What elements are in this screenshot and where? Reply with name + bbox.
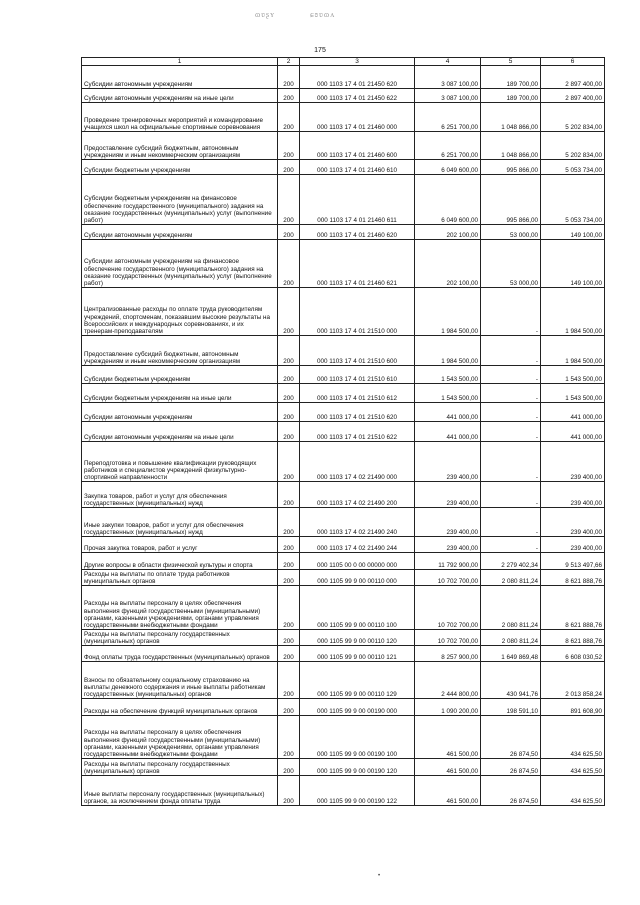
table-row [82, 89, 605, 103]
approved-amount-cell: 1 090 200,00 [415, 699, 481, 716]
approved-amount-cell: 239 400,00 [415, 482, 481, 508]
expense-name-cell: Централизованные расходы по оплате труда руководителям учреждений, спортсменам, показавшим высокие результаты на Всероссийских и международных соревнованиях, и их тренерам-преподавателям [82, 288, 278, 336]
line-code-cell: 200 [278, 586, 300, 630]
approved-amount-cell: 10 702 700,00 [415, 630, 481, 646]
approved-amount-cell: 239 400,00 [415, 508, 481, 537]
expense-name-cell: Другие вопросы в области физической культуры и спорта [82, 553, 278, 570]
budget-classification-cell: 000 1103 17 4 01 21460 000 [300, 103, 415, 132]
executed-amount-cell: 995 866,00 [481, 175, 541, 225]
table-row [82, 553, 605, 570]
line-code-cell: 200 [278, 553, 300, 570]
budget-classification-cell: 000 1103 17 4 01 21510 620 [300, 403, 415, 422]
budget-classification-cell: 000 1103 17 4 01 21460 611 [300, 175, 415, 225]
approved-amount-cell: 1 984 500,00 [415, 336, 481, 366]
budget-classification-cell: 000 1105 99 9 00 00110 120 [300, 630, 415, 646]
approved-amount-cell: 441 000,00 [415, 422, 481, 442]
budget-classification-cell: 000 1103 17 4 01 21460 600 [300, 132, 415, 160]
executed-amount-cell: 1 048 866,00 [481, 132, 541, 160]
approved-amount-cell: 441 000,00 [415, 403, 481, 422]
unexecuted-amount-cell: 891 608,90 [541, 699, 605, 716]
unexecuted-amount-cell: 239 400,00 [541, 508, 605, 537]
table-row [82, 508, 605, 537]
approved-amount-cell: 3 087 100,00 [415, 66, 481, 89]
line-code-cell: 200 [278, 699, 300, 716]
unexecuted-amount-cell: 441 000,00 [541, 422, 605, 442]
executed-amount-cell: 26 874,50 [481, 759, 541, 776]
line-code-cell: 200 [278, 442, 300, 482]
expense-name-cell: Субсидии бюджетным учреждениям на иные цели [82, 384, 278, 403]
unexecuted-amount-cell: 434 625,50 [541, 759, 605, 776]
approved-amount-cell: 1 543 500,00 [415, 384, 481, 403]
column-header: 3 [300, 58, 415, 66]
expense-name-cell: Закупка товаров, работ и услуг для обеспечения государственных (муниципальных) нужд [82, 482, 278, 508]
approved-amount-cell: 239 400,00 [415, 442, 481, 482]
line-code-cell: 200 [278, 175, 300, 225]
line-code-cell: 200 [278, 508, 300, 537]
line-code-cell: 200 [278, 225, 300, 240]
unexecuted-amount-cell: 149 100,00 [541, 225, 605, 240]
unexecuted-amount-cell: 1 984 500,00 [541, 288, 605, 336]
budget-classification-cell: 000 1103 17 4 01 21510 622 [300, 422, 415, 442]
expense-name-cell: Субсидии автономным учреждениям [82, 66, 278, 89]
table-row [82, 482, 605, 508]
table-row [82, 662, 605, 699]
unexecuted-amount-cell: 6 608 030,52 [541, 646, 605, 662]
unexecuted-amount-cell: 9 513 497,66 [541, 553, 605, 570]
budget-table [81, 57, 605, 806]
approved-amount-cell: 11 792 900,00 [415, 553, 481, 570]
table-row [82, 175, 605, 225]
approved-amount-cell: 8 257 900,00 [415, 646, 481, 662]
expense-name-cell: Иные выплаты персоналу государственных (муниципальных) органов, за исключением фонда оплаты труда [82, 776, 278, 806]
expense-name-cell: Расходы на выплаты персоналу государственных (муниципальных) органов [82, 759, 278, 776]
budget-classification-cell: 000 1103 17 4 01 21460 620 [300, 225, 415, 240]
executed-amount-cell: - [481, 508, 541, 537]
line-code-cell: 200 [278, 662, 300, 699]
table-row [82, 699, 605, 716]
executed-amount-cell: 53 000,00 [481, 225, 541, 240]
approved-amount-cell: 6 251 700,00 [415, 132, 481, 160]
expense-name-cell: Предоставление субсидий бюджетным, автономным учреждениям и иным некоммерческим организациям [82, 132, 278, 160]
approved-amount-cell: 2 444 800,00 [415, 662, 481, 699]
table-row [82, 570, 605, 586]
executed-amount-cell: - [481, 288, 541, 336]
budget-classification-cell: 000 1103 17 4 02 21490 244 [300, 537, 415, 553]
executed-amount-cell: 26 874,50 [481, 776, 541, 806]
line-code-cell: 200 [278, 288, 300, 336]
executed-amount-cell: 53 000,00 [481, 240, 541, 288]
line-code-cell: 200 [278, 240, 300, 288]
line-code-cell: 200 [278, 132, 300, 160]
unexecuted-amount-cell: 1 984 500,00 [541, 336, 605, 366]
line-code-cell: 200 [278, 776, 300, 806]
executed-amount-cell: - [481, 403, 541, 422]
line-code-cell: 200 [278, 716, 300, 759]
column-header: 5 [481, 58, 541, 66]
table-row [82, 716, 605, 759]
executed-amount-cell: 2 080 811,24 [481, 586, 541, 630]
column-header: 6 [541, 58, 605, 66]
table-row [82, 336, 605, 366]
approved-amount-cell: 6 251 700,00 [415, 103, 481, 132]
table-row [82, 384, 605, 403]
unexecuted-amount-cell: 1 543 500,00 [541, 366, 605, 384]
line-code-cell: 200 [278, 482, 300, 508]
approved-amount-cell: 461 500,00 [415, 759, 481, 776]
budget-classification-cell: 000 1105 99 9 00 00110 121 [300, 646, 415, 662]
unexecuted-amount-cell: 2 013 858,24 [541, 662, 605, 699]
executed-amount-cell: 995 866,00 [481, 160, 541, 175]
expense-name-cell: Субсидии автономным учреждениям на иные цели [82, 89, 278, 103]
executed-amount-cell: - [481, 537, 541, 553]
executed-amount-cell: - [481, 482, 541, 508]
approved-amount-cell: 202 100,00 [415, 240, 481, 288]
budget-classification-cell: 000 1105 99 9 00 00190 000 [300, 699, 415, 716]
header-row [82, 58, 605, 66]
budget-classification-cell: 000 1103 17 4 01 21510 612 [300, 384, 415, 403]
page-number: 175 [314, 47, 326, 54]
table-row [82, 403, 605, 422]
expense-name-cell: Субсидии автономным учреждениям на иные цели [82, 422, 278, 442]
executed-amount-cell: 1 048 866,00 [481, 103, 541, 132]
executed-amount-cell: - [481, 422, 541, 442]
executed-amount-cell: 2 080 811,24 [481, 570, 541, 586]
expense-name-cell: Взносы по обязательному социальному страхованию на выплаты денежного содержания и иные выплаты работникам государственных (муниципальных) органов [82, 662, 278, 699]
approved-amount-cell: 1 543 500,00 [415, 366, 481, 384]
expense-name-cell: Субсидии бюджетным учреждениям [82, 366, 278, 384]
unexecuted-amount-cell: 149 100,00 [541, 240, 605, 288]
executed-amount-cell: 2 080 811,24 [481, 630, 541, 646]
table-row [82, 537, 605, 553]
budget-classification-cell: 000 1105 99 9 00 00110 000 [300, 570, 415, 586]
expense-name-cell: Расходы на выплаты персоналу государственных (муниципальных) органов [82, 630, 278, 646]
bottom-mark: • [378, 873, 381, 879]
line-code-cell: 200 [278, 422, 300, 442]
expense-name-cell: Расходы на выплаты персоналу в целях обеспечения выполнения функций государственными (муниципальными) органами, казенными учреждениями, органами управления государственными внебюджетными фондами [82, 586, 278, 630]
column-header: 4 [415, 58, 481, 66]
line-code-cell: 200 [278, 89, 300, 103]
table-row [82, 66, 605, 89]
line-code-cell: 200 [278, 403, 300, 422]
approved-amount-cell: 1 984 500,00 [415, 288, 481, 336]
executed-amount-cell: 1 649 869,48 [481, 646, 541, 662]
table-row [82, 630, 605, 646]
approved-amount-cell: 10 702 700,00 [415, 570, 481, 586]
expense-name-cell: Субсидии автономным учреждениям [82, 403, 278, 422]
table-row [82, 759, 605, 776]
expense-name-cell: Предоставление субсидий бюджетным, автономным учреждениям и иным некоммерческим организациям [82, 336, 278, 366]
unexecuted-amount-cell: 239 400,00 [541, 482, 605, 508]
line-code-cell: 200 [278, 336, 300, 366]
unexecuted-amount-cell: 8 621 888,76 [541, 630, 605, 646]
table-row [82, 442, 605, 482]
expense-name-cell: Субсидии бюджетным учреждениям [82, 160, 278, 175]
scan-mark: ɷʋʂʏ [255, 10, 276, 19]
budget-classification-cell: 000 1105 99 9 00 00190 100 [300, 716, 415, 759]
table-row [82, 366, 605, 384]
line-code-cell: 200 [278, 366, 300, 384]
unexecuted-amount-cell: 441 000,00 [541, 403, 605, 422]
column-header: 1 [82, 58, 278, 66]
line-code-cell: 200 [278, 384, 300, 403]
approved-amount-cell: 239 400,00 [415, 537, 481, 553]
table-row [82, 160, 605, 175]
expense-name-cell: Расходы на обеспечение функций муниципальных органов [82, 699, 278, 716]
table-row [82, 776, 605, 806]
unexecuted-amount-cell: 8 621 888,76 [541, 586, 605, 630]
budget-classification-cell: 000 1103 17 4 01 21510 610 [300, 366, 415, 384]
budget-classification-cell: 000 1103 17 4 01 21450 620 [300, 66, 415, 89]
table-row [82, 586, 605, 630]
executed-amount-cell: 198 591,10 [481, 699, 541, 716]
unexecuted-amount-cell: 434 625,50 [541, 716, 605, 759]
line-code-cell: 200 [278, 537, 300, 553]
expense-name-cell: Прочая закупка товаров, работ и услуг [82, 537, 278, 553]
budget-classification-cell: 000 1105 99 9 00 00190 122 [300, 776, 415, 806]
approved-amount-cell: 461 500,00 [415, 776, 481, 806]
budget-classification-cell: 000 1103 17 4 02 21490 240 [300, 508, 415, 537]
executed-amount-cell: 26 874,50 [481, 716, 541, 759]
executed-amount-cell: 2 279 402,34 [481, 553, 541, 570]
unexecuted-amount-cell: 434 625,50 [541, 776, 605, 806]
expense-name-cell: Проведение тренировочных мероприятий и командирование учащихся школ на официальные спортивные соревнования [82, 103, 278, 132]
expense-name-cell: Расходы на выплаты по оплате труда работников муниципальных органов [82, 570, 278, 586]
executed-amount-cell: - [481, 442, 541, 482]
budget-classification-cell: 000 1103 17 4 01 21510 000 [300, 288, 415, 336]
expense-name-cell: Расходы на выплаты персоналу в целях обеспечения выполнения функций государственными (муниципальными) органами, казенными учреждениями, органами управления государственными внебюджетными фондами [82, 716, 278, 759]
unexecuted-amount-cell: 1 543 500,00 [541, 384, 605, 403]
line-code-cell: 200 [278, 160, 300, 175]
expense-name-cell: Иные закупки товаров, работ и услуг для обеспечения государственных (муниципальных) нужд [82, 508, 278, 537]
unexecuted-amount-cell: 5 053 734,00 [541, 175, 605, 225]
executed-amount-cell: 430 941,76 [481, 662, 541, 699]
approved-amount-cell: 6 049 600,00 [415, 160, 481, 175]
executed-amount-cell: 189 700,00 [481, 89, 541, 103]
expense-name-cell: Субсидии бюджетным учреждениям на финансовое обеспечение государственного (муниципального) задания на оказание государственных (муниципальных) услуг (выполнение работ) [82, 175, 278, 225]
unexecuted-amount-cell: 8 621 888,76 [541, 570, 605, 586]
unexecuted-amount-cell: 5 202 834,00 [541, 132, 605, 160]
unexecuted-amount-cell: 239 400,00 [541, 442, 605, 482]
unexecuted-amount-cell: 5 053 734,00 [541, 160, 605, 175]
budget-classification-cell: 000 1103 17 4 01 21460 621 [300, 240, 415, 288]
budget-classification-cell: 000 1105 00 0 00 00000 000 [300, 553, 415, 570]
budget-classification-cell: 000 1105 99 9 00 00190 120 [300, 759, 415, 776]
line-code-cell: 200 [278, 646, 300, 662]
executed-amount-cell: - [481, 366, 541, 384]
table-row [82, 240, 605, 288]
budget-classification-cell: 000 1103 17 4 01 21460 610 [300, 160, 415, 175]
budget-classification-cell: 000 1103 17 4 02 21490 200 [300, 482, 415, 508]
approved-amount-cell: 3 087 100,00 [415, 89, 481, 103]
expense-name-cell: Фонд оплаты труда государственных (муниципальных) органов [82, 646, 278, 662]
line-code-cell: 200 [278, 66, 300, 89]
executed-amount-cell: - [481, 336, 541, 366]
budget-classification-cell: 000 1103 17 4 02 21490 000 [300, 442, 415, 482]
approved-amount-cell: 202 100,00 [415, 225, 481, 240]
unexecuted-amount-cell: 2 897 400,00 [541, 66, 605, 89]
column-header: 2 [278, 58, 300, 66]
unexecuted-amount-cell: 239 400,00 [541, 537, 605, 553]
approved-amount-cell: 10 702 700,00 [415, 586, 481, 630]
budget-classification-cell: 000 1103 17 4 01 21450 622 [300, 89, 415, 103]
unexecuted-amount-cell: 2 897 400,00 [541, 89, 605, 103]
table-row [82, 288, 605, 336]
table-row [82, 646, 605, 662]
expense-name-cell: Субсидии автономным учреждениям [82, 225, 278, 240]
table-row [82, 225, 605, 240]
approved-amount-cell: 6 049 600,00 [415, 175, 481, 225]
executed-amount-cell: - [481, 384, 541, 403]
budget-classification-cell: 000 1105 99 9 00 00110 129 [300, 662, 415, 699]
executed-amount-cell: 189 700,00 [481, 66, 541, 89]
line-code-cell: 200 [278, 570, 300, 586]
scan-marks [255, 10, 367, 19]
line-code-cell: 200 [278, 630, 300, 646]
table-row [82, 422, 605, 442]
line-code-cell: 200 [278, 103, 300, 132]
budget-classification-cell: 000 1105 99 9 00 00110 100 [300, 586, 415, 630]
table-row [82, 103, 605, 132]
table-row [82, 132, 605, 160]
expense-name-cell: Субсидии автономным учреждениям на финансовое обеспечение государственного (муниципального) задания на оказание государственных (муниципальных) услуг (выполнение работ) [82, 240, 278, 288]
scan-mark: ɕʚʋɷʌ [310, 10, 336, 19]
budget-classification-cell: 000 1103 17 4 01 21510 600 [300, 336, 415, 366]
approved-amount-cell: 461 500,00 [415, 716, 481, 759]
line-code-cell: 200 [278, 759, 300, 776]
unexecuted-amount-cell: 5 202 834,00 [541, 103, 605, 132]
expense-name-cell: Переподготовка и повышение квалификации руководящих работников и специалистов учреждений физкультурно-спортивной направленности [82, 442, 278, 482]
